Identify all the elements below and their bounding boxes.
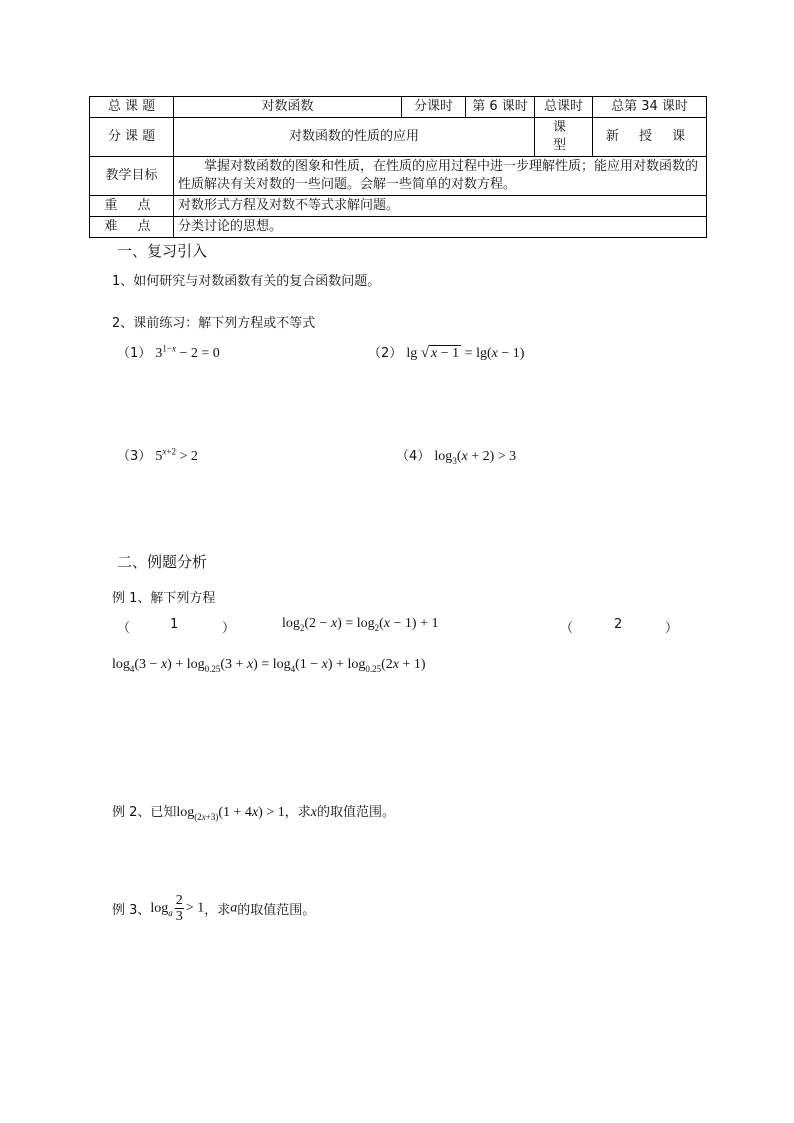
section-heading-examples: 二、例题分析	[117, 553, 208, 571]
label-key-point: 重 点	[90, 196, 174, 217]
example-1-part-2-open: （	[560, 621, 574, 636]
example-1-part-2-number: 2	[614, 617, 623, 632]
variable-x: x	[310, 805, 317, 820]
example-1-title: 例 1、解下列方程	[112, 591, 216, 606]
practice-label: （1）	[117, 346, 152, 361]
example-1-part-1-close: ）	[222, 621, 236, 636]
example-2-suffix: ，求	[284, 805, 311, 820]
lesson-type: 新 授 课	[593, 118, 707, 157]
table-row	[90, 118, 707, 157]
lesson-info-table	[89, 96, 707, 238]
example-3-end: 的取值范围。	[237, 903, 316, 918]
inequality-rhs: > 1	[185, 900, 205, 916]
practice-label: （2）	[368, 346, 403, 361]
sub-hour: 第 6 课时	[466, 97, 535, 118]
label-sub-hour: 分课时	[402, 97, 466, 118]
table-row	[90, 217, 707, 238]
label-difficulty: 难 点	[90, 217, 174, 238]
example-2-end: 的取值范围。	[316, 805, 395, 820]
table-row	[90, 97, 707, 118]
teaching-goals: 掌握对数函数的图象和性质，在性质的应用过程中进一步理解性质；能应用对数函数的性质解决有关对数的一些问题。会解一些简单的对数方程。	[174, 157, 707, 196]
total-hour: 总第 34 课时	[593, 97, 707, 118]
example-3-suffix: ，求	[204, 903, 231, 918]
review-item-2: 2、课前练习：解下列方程或不等式	[112, 316, 316, 331]
variable-a: a	[230, 900, 238, 916]
practice-label: （4）	[396, 449, 431, 464]
inequality: $\log_{(2x+3)}(1 + 4x) > 1$	[176, 805, 285, 822]
example-1-part-1-open: （	[117, 621, 131, 636]
equation-example-1-part-2: $\log_4(3 - x) + \log_{0.25}(3 + x) = \log_4(1 - x) + \log_{0.25}(2x + 1)$	[112, 657, 426, 674]
equation-example-1-part-1: $\log_2(2 - x) = \log_2(x - 1) + 1$	[282, 616, 439, 633]
label-total-topic: 总 课 题	[90, 97, 174, 118]
practice-3	[117, 445, 198, 465]
label-type: 课 型	[535, 118, 593, 157]
key-point: 对数形式方程及对数不等式求解问题。	[174, 196, 707, 217]
equation: lg √ x − 1 = lg(x − 1)	[406, 345, 525, 361]
label-sub-topic: 分 课 题	[90, 118, 174, 157]
difficulty: 分类讨论的思想。	[174, 217, 707, 238]
example-1-part-1-number: 1	[170, 617, 179, 632]
equation: $3^{1-x} - 2 = 0$	[155, 343, 220, 361]
fraction-two-thirds: $\frac{2}{3}$	[175, 893, 183, 924]
example-3-prefix: 例 3、	[112, 903, 151, 918]
sub-topic: 对数函数的性质的应用	[174, 118, 535, 157]
label-total-hour: 总课时	[535, 97, 593, 118]
table-row	[90, 157, 707, 196]
inequality: $5^{x+2} > 2$	[155, 446, 198, 464]
table-row	[90, 196, 707, 217]
total-topic: 对数函数	[174, 97, 402, 118]
practice-1	[117, 342, 220, 362]
example-1-part-2-close: ）	[665, 621, 679, 636]
example-2	[112, 801, 395, 821]
example-2-prefix: 例 2、已知	[112, 805, 177, 820]
inequality: $\log_a$	[150, 900, 173, 918]
example-3	[112, 893, 315, 924]
practice-4	[396, 445, 516, 465]
review-item-1: 1、如何研究与对数函数有关的复合函数问题。	[112, 274, 381, 289]
section-heading-review: 一、复习引入	[117, 242, 208, 260]
inequality: $\log_3(x + 2) > 3$	[434, 449, 517, 466]
practice-label: （3）	[117, 449, 152, 464]
label-goals: 教学目标	[90, 157, 174, 196]
practice-2	[368, 342, 524, 362]
